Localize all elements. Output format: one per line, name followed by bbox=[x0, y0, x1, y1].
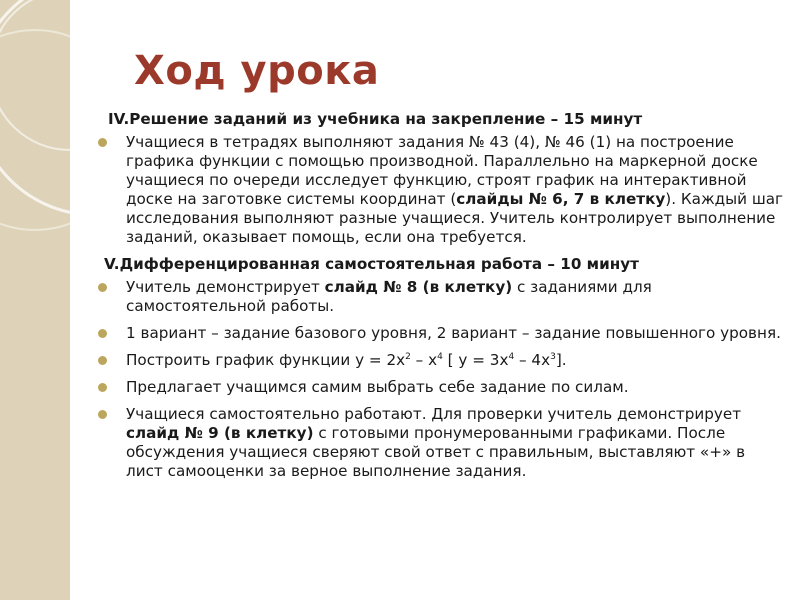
text: с заданиями для самостоятельной работы. bbox=[126, 278, 652, 315]
exponent: 3 bbox=[550, 352, 556, 362]
text: 1 вариант – задание базового уровня, 2 вариант – задание повышенного уровня. bbox=[126, 324, 781, 342]
section-4-heading: IV.Решение заданий из учебника на закрепление – 15 минут bbox=[108, 110, 643, 128]
exponent: 4 bbox=[508, 352, 515, 362]
exponent: 2 bbox=[405, 352, 411, 362]
slide-reference: слайд № 9 (в клетку) bbox=[126, 424, 314, 442]
text: Учитель демонстрирует bbox=[126, 278, 325, 296]
text: Учащиеся самостоятельно работают. Для проверки учитель демонстрирует bbox=[126, 405, 742, 423]
text: Учащиеся в тетрадях выполняют задания № 43 (4), № 46 (1) на построение графика функции с помощью производной. Параллельно на маркерной доске учащиеся по очереди исследует функцию, строят график на интерактивной доске на заготовке системы координат ( bbox=[126, 133, 758, 208]
slide-reference: слайды № 6, 7 в клетку bbox=[456, 190, 666, 208]
slide-reference: слайд № 8 (в клетку) bbox=[324, 278, 513, 296]
text: ). Каждый шаг исследования выполняют разные учащиеся. Учитель контролирует выполнение заданий, оказывает помощь, если она требуется. bbox=[126, 190, 784, 246]
list-item bbox=[96, 351, 786, 370]
list-item bbox=[96, 324, 786, 343]
slide-title: Ход урока bbox=[134, 48, 380, 94]
text: – x bbox=[410, 351, 438, 369]
text: с готовыми пронумерованными графиками. После обсуждения учащиеся сверяют свой ответ с правильным, выставляют «+» в лист самооценки за верное выполнение задания. bbox=[126, 424, 746, 480]
text: ]. bbox=[555, 351, 567, 369]
list-item bbox=[96, 378, 786, 397]
list-item bbox=[96, 405, 786, 481]
list-item bbox=[96, 278, 786, 316]
section-5-heading: V.Дифференцированная самостоятельная работа – 10 минут bbox=[104, 255, 639, 273]
text: Предлагает учащимся самим выбрать себе задание по силам. bbox=[126, 378, 629, 396]
text: [ y = 3x bbox=[442, 351, 509, 369]
text: Построить график функции y = 2x bbox=[126, 351, 406, 369]
text: – 4x bbox=[514, 351, 551, 369]
exponent: 4 bbox=[437, 352, 443, 362]
list-item bbox=[96, 133, 786, 247]
slide-content bbox=[96, 110, 786, 489]
